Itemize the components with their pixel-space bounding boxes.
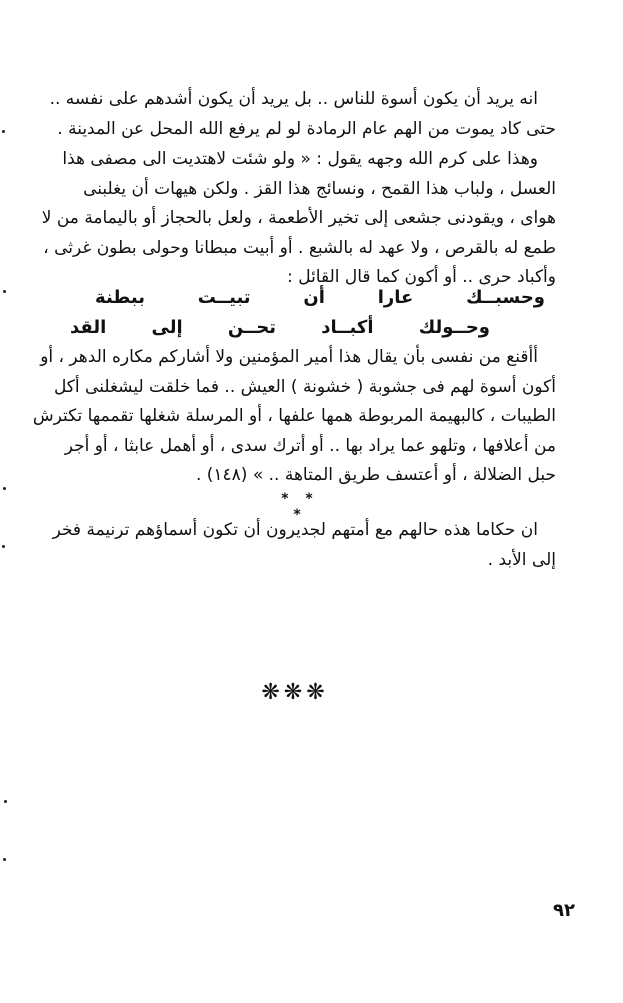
text-line: حبل الضلالة ، أو أعتسف طريق المتاهة .. » (١٤٨) .	[195, 465, 556, 485]
poem-word: أكبــاد	[321, 317, 374, 338]
poem-line-1	[95, 283, 545, 313]
paragraph-4	[36, 516, 556, 575]
poem-word: إلى	[151, 317, 183, 338]
scan-speck	[3, 487, 6, 490]
poem-word: وحسبــك	[466, 287, 545, 308]
poem-word: تحــن	[227, 317, 277, 338]
poem-word: وحــولك	[418, 317, 490, 338]
text-line: ان حكاما هذه حالهم مع أمتهم لجديرون أن تكون أسماؤهم ترنيمة فخر	[52, 520, 538, 540]
scan-speck	[3, 858, 6, 861]
text-line: انه يريد أن يكون أسوة للناس .. بل يريد أن يكون أشدهم على نفسه ..	[49, 89, 538, 109]
text-line: وهذا على كرم الله وجهه يقول : « ولو شئت لاهتديت الى مصفى هذا	[62, 149, 538, 169]
text-line: إلى الأبد .	[487, 549, 556, 570]
text-line: وأكباد حرى .. أو أكون كما قال القائل :	[287, 267, 556, 287]
poem-word: تبيــت	[197, 287, 251, 308]
poem-word: عارا	[377, 287, 414, 308]
scan-speck	[2, 545, 5, 548]
text-line: العسل ، ولباب هذا القمح ، ونسائج هذا القز . ولكن هيهات أن يغلبنى	[83, 178, 556, 199]
text-line: أأقنع من نفسى بأن يقال هذا أمير المؤمنين ولا أشاركم مكاره الدهر ، أو	[40, 347, 538, 367]
page-number: ٩٢	[553, 900, 575, 921]
poem-line-2	[70, 313, 490, 343]
paragraph-2	[36, 145, 556, 293]
text-line: الطيبات ، كالبهيمة المربوطة همها علفها ، أو المرسلة شغلها تقممها تكترش	[32, 406, 556, 426]
text-line: طمع له بالقرص ، ولا عهد له بالشبع . أو أبيت مبطانا وحولى بطون غرثى ،	[43, 237, 556, 258]
poem-word: القد	[70, 317, 107, 338]
poem-word: ببطنة	[95, 287, 145, 308]
separator-small: * * *	[281, 491, 319, 523]
scan-speck	[3, 290, 6, 293]
paragraph-1	[36, 85, 556, 144]
text-line: من أعلافها ، وتلهو عما يراد بها .. أو أترك سدى ، أو أهمل عابثا ، أو أجر	[64, 435, 556, 456]
poem-word: أن	[303, 287, 325, 308]
text-line: حتى كاد يموت من الهم عام الرمادة لو لم يرفع الله المحل عن المدينة .	[57, 118, 556, 139]
paragraph-3	[32, 343, 556, 491]
separator-ornament: ❋❋❋	[261, 680, 329, 705]
text-line: أكون أسوة لهم فى جشوبة ( خشونة ) العيش .. فما خلقت ليشغلنى أكل	[53, 376, 556, 397]
scan-speck	[4, 800, 7, 803]
scan-speck	[2, 130, 5, 133]
text-line: هواى ، ويقودنى جشعى إلى تخير الأطعمة ، ولعل بالحجاز أو باليمامة من لا	[41, 208, 556, 228]
